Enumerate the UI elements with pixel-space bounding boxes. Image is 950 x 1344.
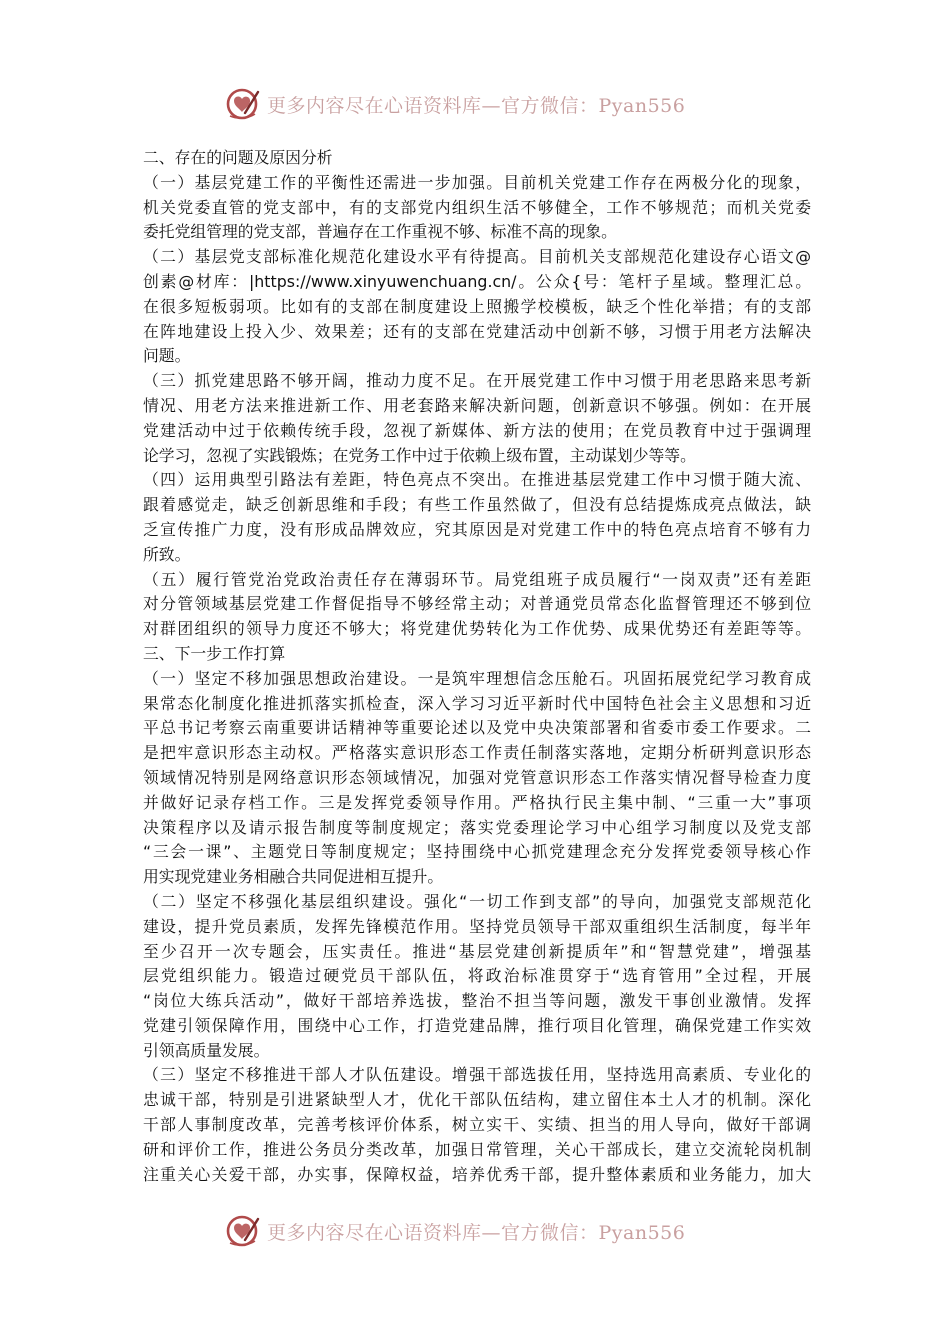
text-line: 建设，提升党员素质，发挥先锋模范作用。坚持党员领导干部双重组织生活制度，每半年 xyxy=(143,916,811,936)
document-body xyxy=(143,146,811,1187)
text-line: 在阵地建设上投入少、效果差；还有的支部在党建活动中创新不够，习惯于用老方法解决 xyxy=(143,321,811,341)
text-line: 二、存在的问题及原因分析 xyxy=(143,148,333,167)
text-line: （三）坚定不移推进干部人才队伍建设。增强干部选拔任用，坚持选用高素质、专业化的 xyxy=(143,1065,811,1085)
text-line: 用实现党建业务相融合共同促进相互提升。 xyxy=(143,867,444,887)
text-line: 对群团组织的领导力度还不够大；将党建优势转化为工作优势、成果优势还有差距等等。 xyxy=(143,619,811,639)
text-line: 研和评价工作，推进公务员分类改革，加强日常管理，关心干部成长，建立交流轮岗机制 xyxy=(143,1139,811,1159)
heart-pen-logo-icon xyxy=(225,1213,261,1249)
text-line: 问题。 xyxy=(143,346,191,366)
heart-pen-logo-icon xyxy=(225,86,261,122)
text-line: 乏宣传推广力度，没有形成品牌效应，究其原因是对党建工作中的特色亮点培育不够有力 xyxy=(143,519,811,539)
text-line: 并做好记录存档工作。三是发挥党委领导作用。严格执行民主集中制、“三重一大”事项 xyxy=(143,792,811,812)
text-line: （三）抓党建思路不够开阔，推动力度不足。在开展党建工作中习惯于用老思路来思考新 xyxy=(143,371,811,391)
text-line: 果常态化制度化推进抓落实抓检查，深入学习习近平新时代中国特色社会主义思想和习近 xyxy=(143,693,811,713)
text-line: 层党组织能力。锻造过硬党员干部队伍，将政治标准贯穿于“选育管用”全过程，开展 xyxy=(143,966,811,986)
text-line: 创素@材库：|https://www.xinyuwenchuang.cn/。公众{号：笔杆子星域。整理汇总。 xyxy=(143,271,811,291)
text-line: 跟着感觉走，缺乏创新思维和手段；有些工作虽然做了，但没有总结提炼成亮点做法，缺 xyxy=(143,495,811,515)
text-line: 是把牢意识形态主动权。严格落实意识形态工作责任制落实落地，定期分析研判意识形态 xyxy=(143,743,811,763)
text-line: 党建活动中过于依赖传统手段，忽视了新媒体、新方法的使用；在党员教育中过于强调理 xyxy=(143,420,811,440)
text-line: 对分管领域基层党建工作督促指导不够经常主动；对普通党员常态化监督管理还不够到位 xyxy=(143,594,811,614)
text-line: 忠诚干部，特别是引进紧缺型人才，优化干部队伍结构，建立留住本土人才的机制。深化 xyxy=(143,1090,811,1110)
text-line: 情况、用老方法来推进新工作、用老套路来解决新问题，创新意识不够强。例如：在开展 xyxy=(143,395,811,415)
footer-banner xyxy=(225,1210,745,1252)
text-line: 干部人事制度改革，完善考核评价体系，树立实干、实绩、担当的用人导向，做好干部调 xyxy=(143,1115,811,1135)
text-line: 注重关心关爱干部，办实事，保障权益，培养优秀干部，提升整体素质和业务能力，加大 xyxy=(143,1164,811,1184)
text-line: “三会一课”、主题党日等制度规定；坚持围绕中心抓党建理念充分发挥党委领导核心作 xyxy=(143,842,811,862)
text-line: 引领高质量发展。 xyxy=(143,1040,270,1060)
text-line: （一）基层党建工作的平衡性还需进一步加强。目前机关党建工作存在两极分化的现象， xyxy=(143,172,811,192)
text-line: （五）履行管党治党政治责任存在薄弱环节。局党组班子成员履行“一岗双责”还有差距 xyxy=(143,569,811,589)
text-line: 平总书记考察云南重要讲话精神等重要论述以及党中央决策部署和省委市委工作要求。二 xyxy=(143,718,811,738)
text-line: 机关党委直管的党支部中，有的支部党内组织生活不够健全，工作不够规范；而机关党委 xyxy=(143,197,811,217)
text-line: （二）基层党支部标准化规范化建设水平有待提高。目前机关支部规范化建设存心语文@ xyxy=(143,247,811,267)
text-line: （四）运用典型引路法有差距，特色亮点不突出。在推进基层党建工作中习惯于随大流、 xyxy=(143,470,811,490)
text-line: 论学习，忽视了实践锻炼；在党务工作中过于依赖上级布置，主动谋划少等等。 xyxy=(143,445,696,465)
text-line: （一）坚定不移加强思想政治建设。一是筑牢理想信念压舱石。巩固拓展党纪学习教育成 xyxy=(143,668,811,688)
footer-banner-text: 更多内容尽在心语资料库—官方微信：Pyan556 xyxy=(267,1221,686,1244)
header-banner xyxy=(225,83,745,125)
text-line: 领域情况特别是网络意识形态领域情况，加强对党管意识形态工作落实情况督导检查力度 xyxy=(143,767,811,787)
text-line: 党建引领保障作用，围绕中心工作，打造党建品牌，推行项目化管理，确保党建工作实效 xyxy=(143,1015,811,1035)
text-line: 所致。 xyxy=(143,544,191,564)
text-line: 决策程序以及请示报告制度等制度规定；落实党委理论学习中心组学习制度以及党支部 xyxy=(143,817,811,837)
text-line: 在很多短板弱项。比如有的支部在制度建设上照搬学校模板，缺乏个性化举措；有的支部 xyxy=(143,296,811,316)
text-line: 至少召开一次专题会，压实责任。推进“基层党建创新提质年”和“智慧党建”，增强基 xyxy=(143,941,811,961)
text-line: 三、下一步工作打算 xyxy=(143,643,286,663)
text-line: 委托党组管理的党支部，普遍存在工作重视不够、标准不高的现象。 xyxy=(143,222,617,242)
text-line: （二）坚定不移强化基层组织建设。强化“一切工作到支部”的导向，加强党支部规范化 xyxy=(143,891,811,911)
header-banner-text: 更多内容尽在心语资料库—官方微信：Pyan556 xyxy=(267,94,686,117)
text-line: “岗位大练兵活动”，做好干部培养选拔，整治不担当等问题，激发干事创业激情。发挥 xyxy=(143,991,811,1011)
